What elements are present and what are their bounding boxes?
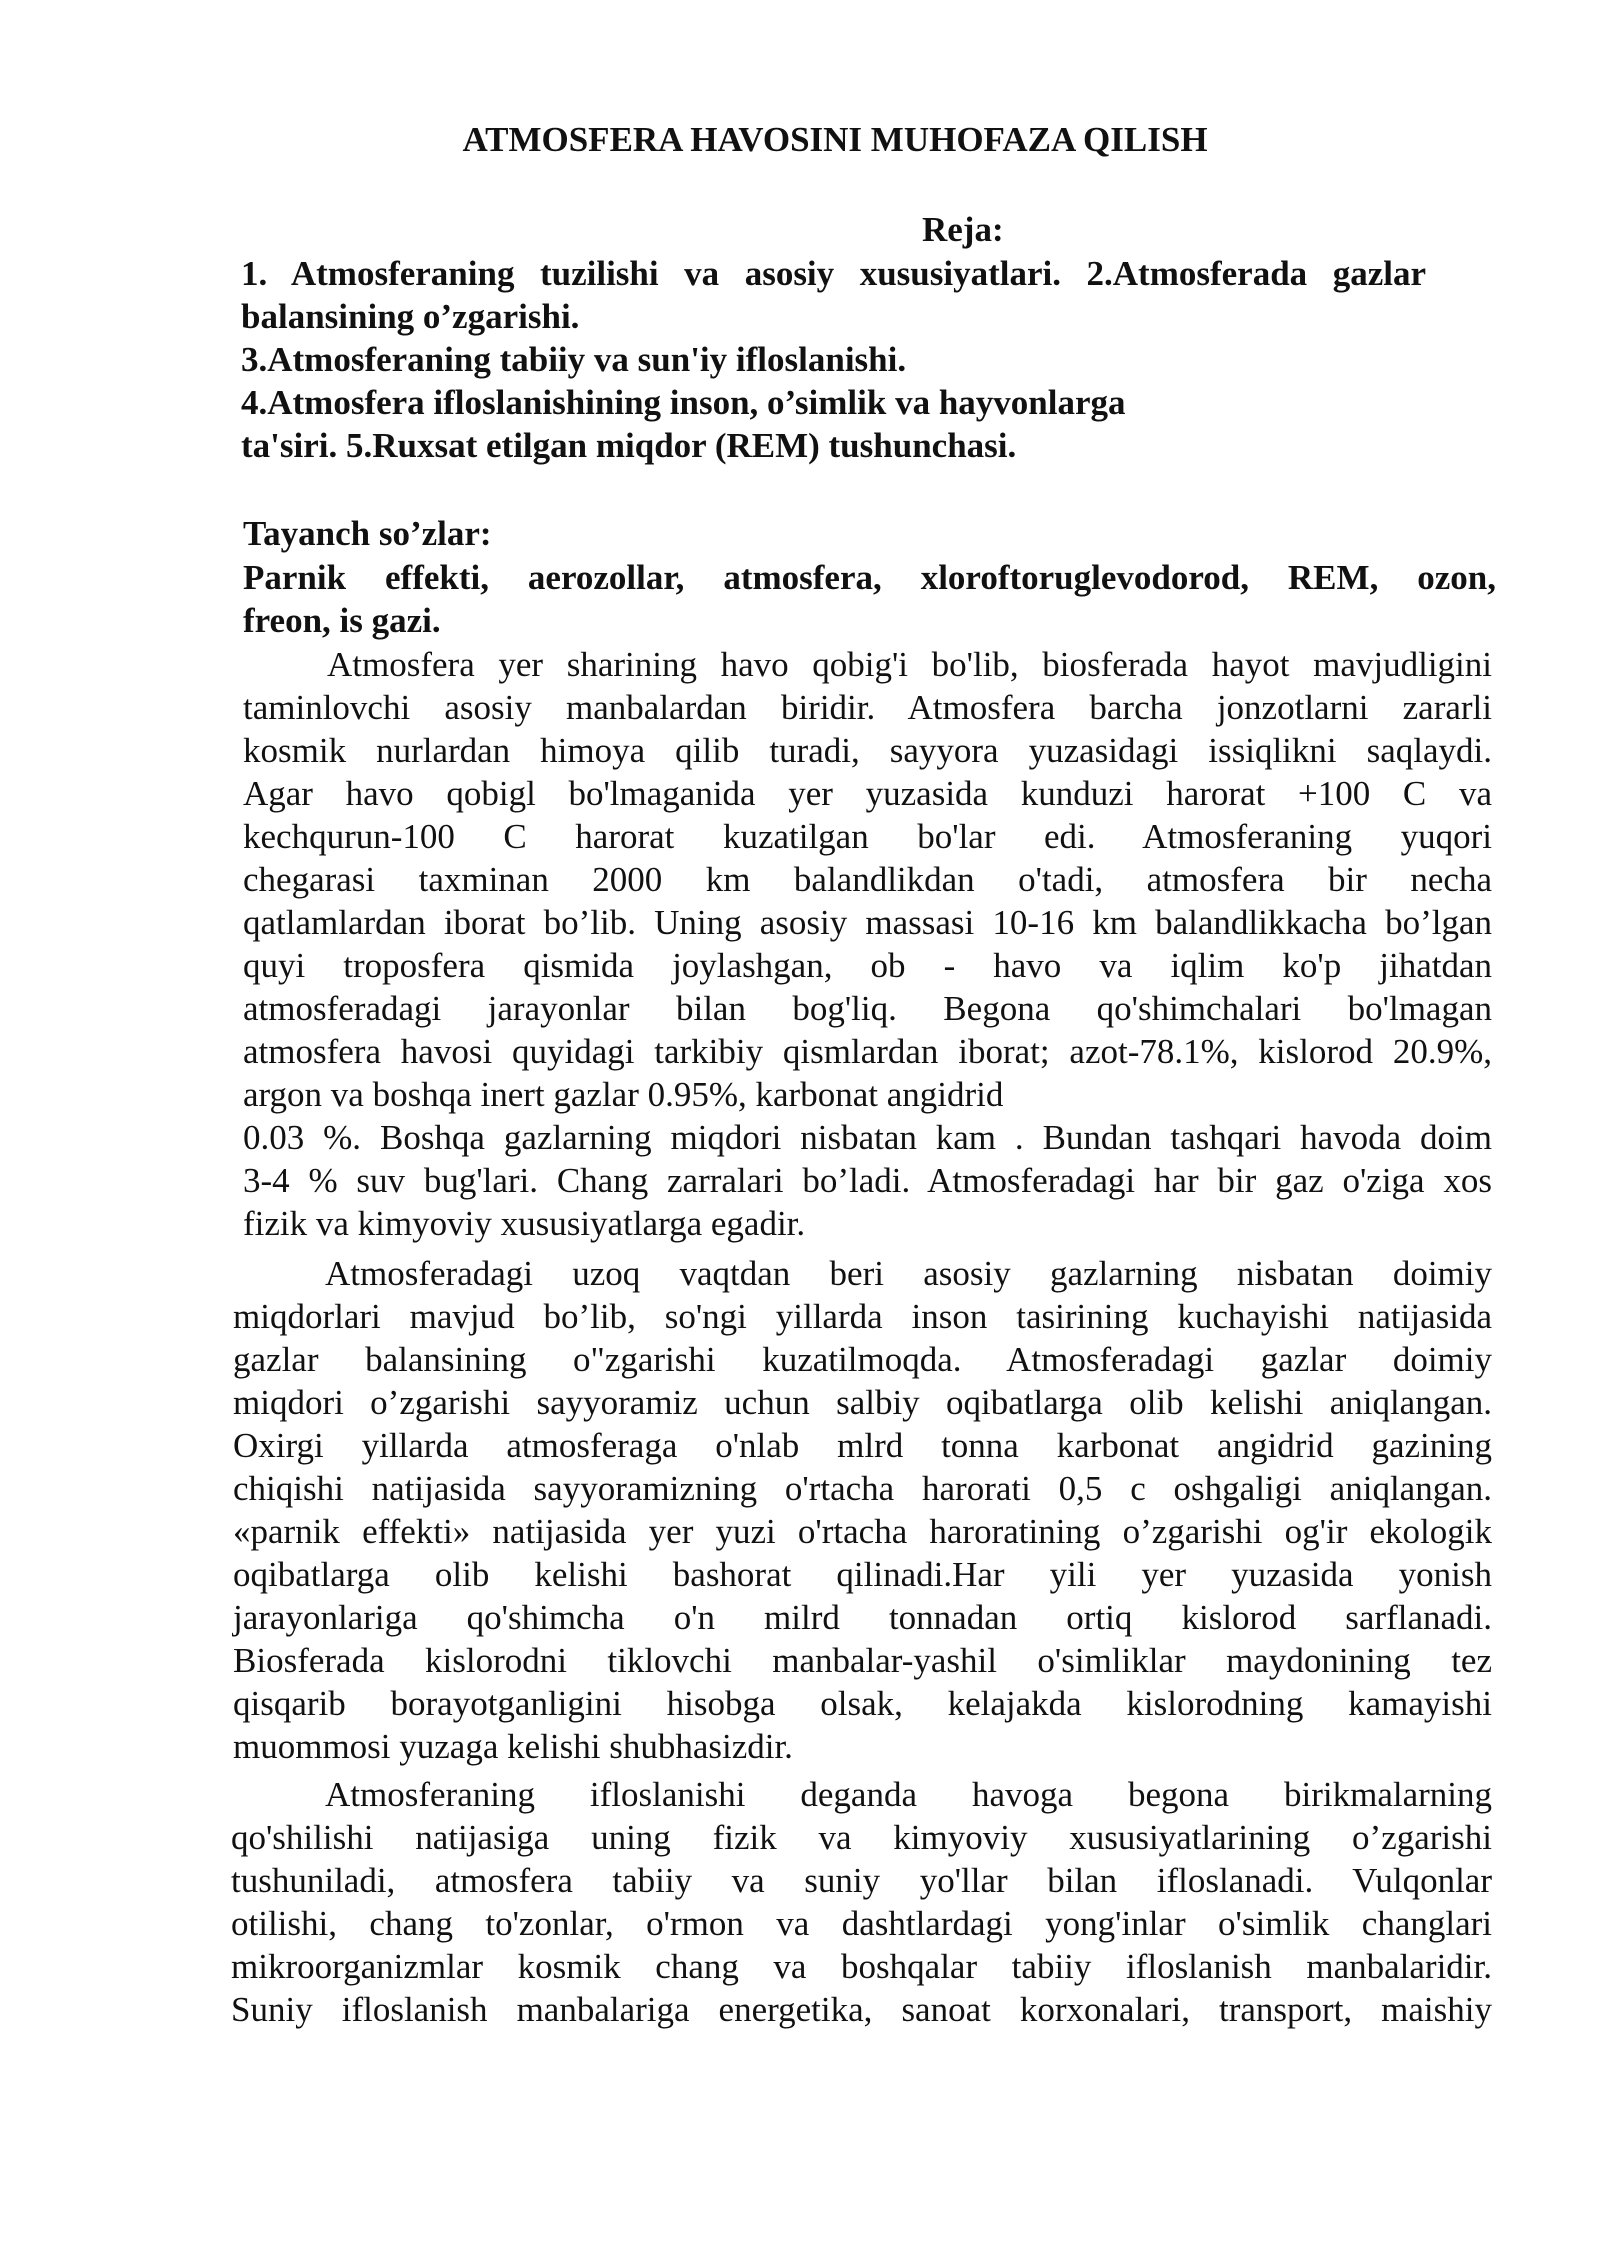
paragraph-line: mikroorganizmlar kosmik chang va boshqalar tabiiy ifloslanish manbalaridir. <box>231 1947 1492 1986</box>
document-title: ATMOSFERA HAVOSINI MUHOFAZA QILISH <box>462 120 1208 159</box>
keywords-heading: Tayanch so’zlar: <box>243 514 492 553</box>
paragraph-line: atmosferadagi jarayonlar bilan bog'liq. Begona qo'shimchalari bo'lmagan <box>243 989 1492 1028</box>
paragraph-line: chegarasi taxminan 2000 km balandlikdan o'tadi, atmosfera bir necha <box>243 860 1492 899</box>
paragraph-line: 3-4 % suv bug'lari. Chang zarralari bo’ladi. Atmosferadagi har bir gaz o'ziga xos <box>243 1161 1492 1200</box>
paragraph-line: Atmosfera yer sharining havo qobig'i bo'lib, biosferada hayot mavjudligini <box>327 645 1492 684</box>
plan-heading: Reja: <box>922 210 1004 249</box>
paragraph-line: Suniy ifloslanish manbalariga energetika, sanoat korxonalari, transport, maishiy <box>231 1990 1492 2029</box>
paragraph-line: Oxirgi yillarda atmosferaga o'nlab mlrd tonna karbonat angidrid gazining <box>233 1426 1492 1465</box>
paragraph-line: oqibatlarga olib kelishi bashorat qilinadi.Har yili yer yuzasida yonish <box>233 1555 1492 1594</box>
paragraph-line: miqdori o’zgarishi sayyoramiz uchun salbiy oqibatlarga olib kelishi aniqlangan. <box>233 1383 1492 1422</box>
paragraph-line: miqdorlari mavjud bo’lib, so'ngi yillarda inson tasirining kuchayishi natijasida <box>233 1297 1492 1336</box>
paragraph-line: 0.03 %. Boshqa gazlarning miqdori nisbatan kam . Bundan tashqari havoda doim <box>243 1118 1492 1157</box>
paragraph-line: tushuniladi, atmosfera tabiiy va suniy yo'llar bilan ifloslanadi. Vulqonlar <box>231 1861 1492 1900</box>
paragraph-line: chiqishi natijasida sayyoramizning o'rtacha harorati 0,5 c oshgaligi aniqlangan. <box>233 1469 1492 1508</box>
paragraph-line: argon va boshqa inert gazlar 0.95%, karbonat angidrid <box>243 1075 1004 1114</box>
paragraph-line: qatlamlardan iborat bo’lib. Uning asosiy massasi 10-16 km balandlikkacha bo’lgan <box>243 903 1492 942</box>
paragraph-line: kosmik nurlardan himoya qilib turadi, sayyora yuzasidagi issiqlikni saqlaydi. <box>243 731 1492 770</box>
paragraph-line: Atmosferadagi uzoq vaqtdan beri asosiy gazlarning nisbatan doimiy <box>325 1254 1492 1293</box>
paragraph-line: «parnik effekti» natijasida yer yuzi o'rtacha haroratining o’zgarishi og'ir ekologik <box>233 1512 1492 1551</box>
paragraph-line: atmosfera havosi quyidagi tarkibiy qismlardan iborat; azot-78.1%, kislorod 20.9%, <box>243 1032 1492 1071</box>
plan-line: 3.Atmosferaning tabiiy va sun'iy ifloslanishi. <box>241 340 907 379</box>
paragraph-line: kechqurun-100 C harorat kuzatilgan bo'lar edi. Atmosferaning yuqori <box>243 817 1492 856</box>
paragraph-line: taminlovchi asosiy manbalardan biridir. Atmosfera barcha jonzotlarni zararli <box>243 688 1492 727</box>
plan-line: ta'siri. 5.Ruxsat etilgan miqdor (REM) tushunchasi. <box>241 426 1017 465</box>
keywords-line: Parnik effekti, aerozollar, atmosfera, xloroftoruglevodorod, REM, ozon, <box>243 558 1496 597</box>
paragraph-line: fizik va kimyoviy xususiyatlarga egadir. <box>243 1204 806 1243</box>
paragraph-line: muommosi yuzaga kelishi shubhasizdir. <box>233 1727 793 1766</box>
plan-line: 1. Atmosferaning tuzilishi va asosiy xususiyatlari. 2.Atmosferada gazlar <box>241 254 1426 293</box>
paragraph-line: Agar havo qobigl bo'lmaganida yer yuzasida kunduzi harorat +100 C va <box>243 774 1492 813</box>
paragraph-line: Atmosferaning ifloslanishi deganda havoga begona birikmalarning <box>325 1775 1492 1814</box>
paragraph-line: gazlar balansining o"zgarishi kuzatilmoqda. Atmosferadagi gazlar doimiy <box>233 1340 1492 1379</box>
keywords-line: freon, is gazi. <box>243 601 441 640</box>
paragraph-line: otilishi, chang to'zonlar, o'rmon va dashtlardagi yong'inlar o'simlik changlari <box>231 1904 1492 1943</box>
paragraph-line: Biosferada kislorodni tiklovchi manbalar-yashil o'simliklar maydonining tez <box>233 1641 1492 1680</box>
paragraph-line: quyi troposfera qismida joylashgan, ob - havo va iqlim ko'p jihatdan <box>243 946 1492 985</box>
plan-line: balansining o’zgarishi. <box>241 297 580 336</box>
plan-line: 4.Atmosfera ifloslanishining inson, o’simlik va hayvonlarga <box>241 383 1126 422</box>
paragraph-line: qo'shilishi natijasiga uning fizik va kimyoviy xususiyatlarining o’zgarishi <box>231 1818 1492 1857</box>
paragraph-line: qisqarib borayotganligini hisobga olsak, kelajakda kislorodning kamayishi <box>233 1684 1492 1723</box>
paragraph-line: jarayonlariga qo'shimcha o'n milrd tonnadan ortiq kislorod sarflanadi. <box>233 1598 1492 1637</box>
